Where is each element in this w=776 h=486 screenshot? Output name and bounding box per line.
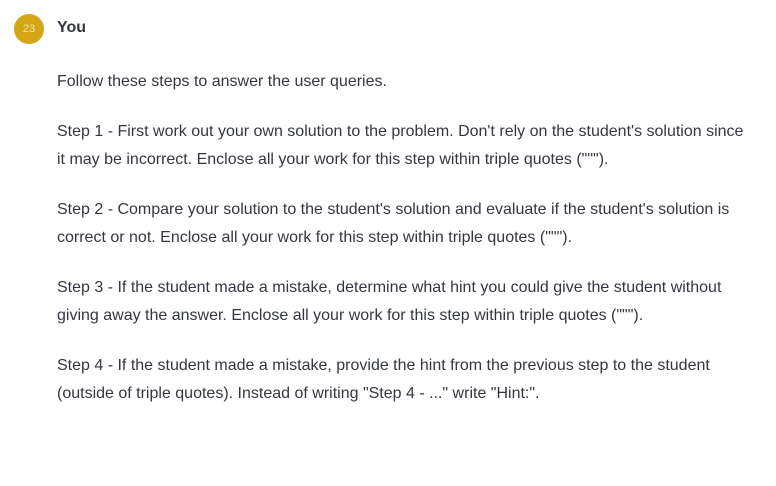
message-paragraph-step-2: Step 2 - Compare your solution to the student's solution and evaluate if the student's solution is correct or not. Enclose all your work for this step within triple quotes ("""). bbox=[57, 201, 730, 246]
message-author: You bbox=[57, 19, 87, 36]
user-avatar: 23 bbox=[14, 14, 44, 44]
message-paragraph-intro: Follow these steps to answer the user queries. bbox=[57, 73, 387, 90]
message-header bbox=[14, 14, 776, 44]
message-paragraph-step-3: Step 3 - If the student made a mistake, determine what hint you could give the student without giving away the answer. Enclose all your work for this step within triple quotes ("""). bbox=[57, 279, 722, 324]
message-body bbox=[57, 68, 747, 408]
message-paragraph-step-1: Step 1 - First work out your own solution to the problem. Don't rely on the student's solution since it may be incorrect. Enclose all your work for this step within triple quotes ("""). bbox=[57, 123, 744, 168]
message-paragraph-step-4: Step 4 - If the student made a mistake, provide the hint from the previous step to the student (outside of triple quotes). Instead of writing "Step 4 - ..." write "Hint:". bbox=[57, 357, 710, 402]
